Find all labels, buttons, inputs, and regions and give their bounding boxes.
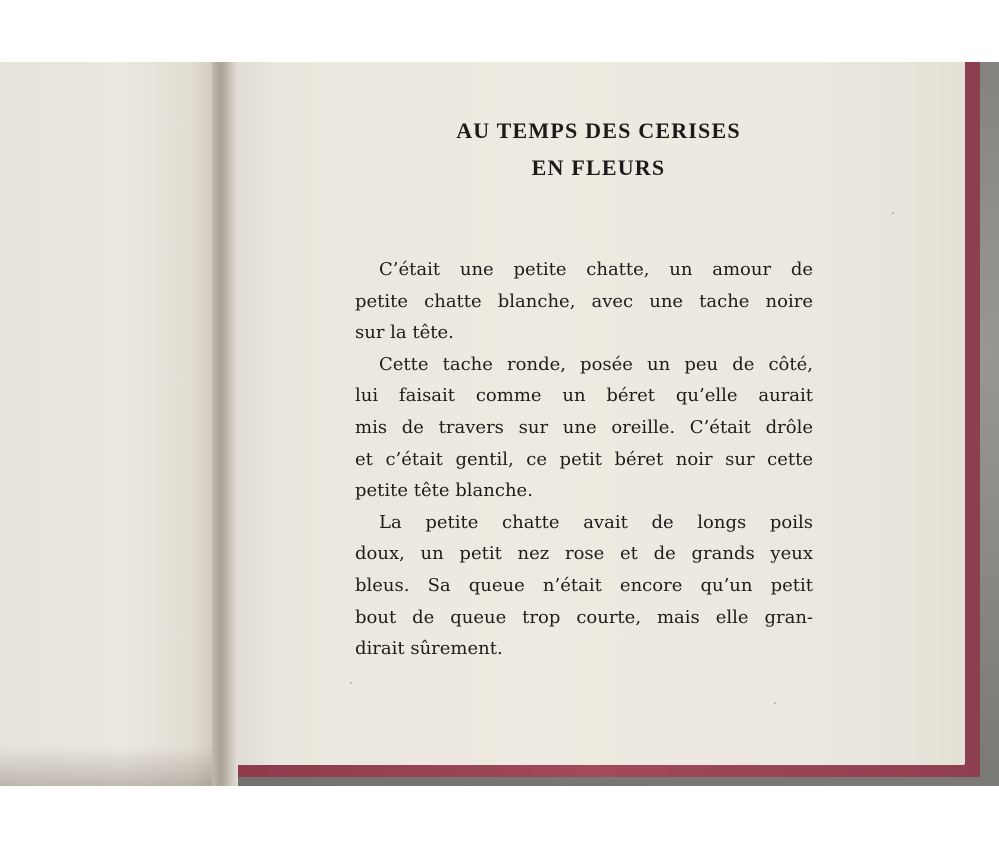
text-line: petite tête blanche.	[355, 480, 533, 502]
left-page-shadow	[0, 746, 230, 786]
chapter-title-line-2: EN FLEURS	[531, 155, 666, 180]
paper-speck	[892, 212, 894, 214]
text-line: bout de queue trop courte, mais elle gran-	[355, 606, 813, 628]
text-line: dirait sûrement.	[355, 638, 503, 660]
paper-speck	[350, 682, 352, 684]
paper-speck	[774, 702, 776, 704]
text-line: et c’était gentil, ce petit béret noir sur cette	[355, 448, 813, 470]
text-line: lui faisait comme un béret qu’elle aurait	[355, 385, 813, 407]
text-line: mis de travers sur une oreille. C’était drôle	[355, 416, 813, 438]
chapter-text	[355, 254, 813, 665]
text-line: bleus. Sa queue n’était encore qu’un petit	[355, 574, 813, 596]
text-line: C’était une petite chatte, un amour de	[379, 259, 813, 280]
text-line: petite chatte blanche, avec une tache noire	[355, 290, 813, 312]
text-line: Cette tache ronde, posée un peu de côté,	[379, 353, 813, 375]
right-page	[232, 62, 965, 765]
left-page	[0, 62, 225, 786]
chapter-title-line-1: AU TEMPS DES CERISES	[456, 118, 741, 143]
text-line: sur la tête.	[355, 322, 454, 344]
book-photo	[0, 62, 999, 786]
text-line: La petite chatte avait de longs poils	[379, 511, 813, 533]
book-gutter	[212, 62, 238, 786]
text-line: doux, un petit nez rose et de grands yeux	[355, 543, 813, 565]
